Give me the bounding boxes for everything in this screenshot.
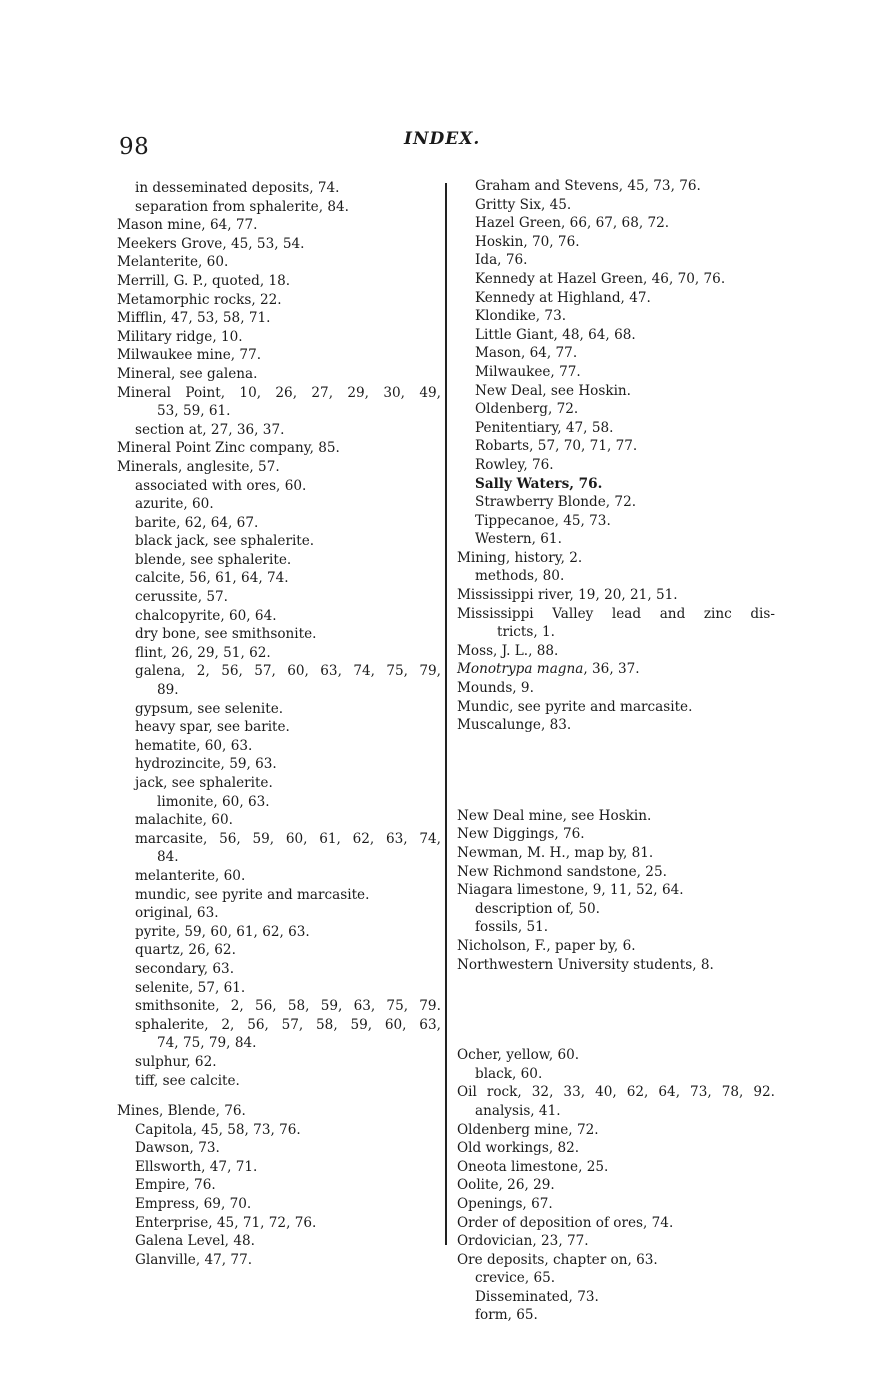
index-subentry: Empire, 76.: [135, 1177, 216, 1194]
index-subentry: Western, 61.: [475, 531, 562, 548]
index-subentry: hematite, 60, 63.: [135, 737, 253, 754]
index-subentry: Enterprise, 45, 71, 72, 76.: [135, 1214, 317, 1231]
index-entry: Ocher, yellow, 60.: [457, 1047, 580, 1064]
index-subentry: associated with ores, 60.: [135, 477, 307, 494]
index-subentry: New Deal, see Hoskin.: [475, 382, 631, 399]
index-entry: New Richmond sandstone, 25.: [457, 863, 667, 880]
index-entry: Ore deposits, chapter on, 63.: [457, 1251, 658, 1268]
index-entry: Niagara limestone, 9, 11, 52, 64.: [457, 882, 684, 899]
index-subentry: original, 63.: [135, 905, 219, 922]
index-subentry: limonite, 60, 63.: [157, 793, 270, 810]
index-entry: Northwestern University students, 8.: [457, 956, 714, 973]
index-entry: Mineral Point Zinc company, 85.: [117, 440, 340, 457]
index-subentry: black, 60.: [475, 1065, 543, 1082]
index-subentry: Empress, 69, 70.: [135, 1196, 252, 1213]
index-subentry: Hoskin, 70, 76.: [475, 233, 580, 250]
index-subentry: melanterite, 60.: [135, 867, 246, 884]
index-subentry: fossils, 51.: [475, 919, 549, 936]
index-entry: Mississippi river, 19, 20, 21, 51.: [457, 587, 678, 604]
index-subentry: Graham and Stevens, 45, 73, 76.: [475, 178, 701, 194]
index-subentry: barite, 62, 64, 67.: [135, 514, 259, 531]
page-number: 98: [119, 134, 150, 160]
index-subentry: malachite, 60.: [135, 812, 233, 829]
index-entry: Metamorphic rocks, 22.: [117, 291, 282, 308]
index-subentry: sulphur, 62.: [135, 1053, 217, 1070]
index-subentry: jack, see sphalerite.: [135, 775, 273, 791]
index-subentry: description of, 50.: [475, 900, 600, 917]
index-subentry: Rowley, 76.: [475, 456, 554, 473]
index-subentry: 74, 75, 79, 84.: [157, 1035, 257, 1052]
index-entry: Mundic, see pyrite and marcasite.: [457, 698, 693, 715]
index-subentry: sphalerite, 2, 56, 57, 58, 59, 60, 63,: [135, 1016, 441, 1033]
index-subentry: Glanville, 47, 77.: [135, 1251, 253, 1268]
section-gap: [457, 1010, 777, 1046]
index-entry: Muscalunge, 83.: [457, 717, 572, 734]
section-gap: [457, 974, 777, 1010]
index-entry: Mining, history, 2.: [457, 549, 583, 566]
index-subentry: Sally Waters, 76.: [475, 475, 603, 492]
index-subentry: Milwaukee, 77.: [475, 363, 581, 380]
index-subentry: dry bone, see smithsonite.: [135, 626, 317, 643]
section-gap: [457, 735, 777, 771]
index-entry: New Deal mine, see Hoskin.: [457, 807, 652, 824]
index-entry: Order of deposition of ores, 74.: [457, 1214, 674, 1231]
index-entry: Oolite, 26, 29.: [457, 1177, 555, 1194]
index-subentry: Little Giant, 48, 64, 68.: [475, 326, 636, 343]
index-entry: Mineral, see galena.: [117, 365, 258, 382]
index-entry: Military ridge, 10.: [117, 328, 243, 345]
index-subentry: gypsum, see selenite.: [135, 700, 284, 717]
index-subentry: Strawberry Blonde, 72.: [475, 494, 637, 511]
index-subentry: secondary, 63.: [135, 960, 235, 977]
index-subentry: Oldenberg, 72.: [475, 401, 579, 418]
index-entry: Mounds, 9.: [457, 680, 534, 697]
index-subentry: 84.: [157, 849, 179, 866]
index-subentry: Tippecanoe, 45, 73.: [475, 512, 611, 529]
index-subentry: Capitola, 45, 58, 73, 76.: [135, 1121, 301, 1138]
index-subentry: section at, 27, 36, 37.: [135, 421, 285, 438]
index-entry: Monotrypa magna, 36, 37.: [457, 661, 640, 678]
index-entry: Mines, Blende, 76.: [117, 1103, 246, 1120]
index-subentry: mundic, see pyrite and marcasite.: [135, 886, 370, 903]
index-entry: Oldenberg mine, 72.: [457, 1121, 599, 1138]
index-subentry: Ida, 76.: [475, 252, 528, 269]
index-subentry: Ellsworth, 47, 71.: [135, 1158, 258, 1175]
index-subentry: marcasite, 56, 59, 60, 61, 62, 63, 74,: [135, 830, 441, 847]
index-subentry: tiff, see calcite.: [135, 1072, 240, 1089]
index-subentry: heavy spar, see barite.: [135, 719, 290, 736]
index-entry: Mineral Point, 10, 26, 27, 29, 30, 49,: [117, 384, 441, 401]
index-entry: Melanterite, 60.: [117, 254, 229, 271]
index-subentry: separation from sphalerite, 84.: [135, 198, 349, 215]
index-entry: Moss, J. L., 88.: [457, 642, 559, 659]
index-entry: Merrill, G. P., quoted, 18.: [117, 272, 291, 289]
index-entry: Ordovician, 23, 77.: [457, 1233, 589, 1250]
index-subentry: Gritty Six, 45.: [475, 196, 572, 213]
index-entry: Mississippi Valley lead and zinc dis-: [457, 605, 775, 622]
index-entry: Openings, 67.: [457, 1195, 553, 1212]
index-subentry: analysis, 41.: [475, 1102, 561, 1119]
index-subentry: methods, 80.: [475, 568, 565, 585]
index-subentry: Galena Level, 48.: [135, 1233, 255, 1250]
index-subentry: smithsonite, 2, 56, 58, 59, 63, 75, 79.: [135, 998, 441, 1015]
index-subentry: Kennedy at Highland, 47.: [475, 289, 651, 306]
index-subentry: cerussite, 57.: [135, 589, 228, 606]
index-subentry: crevice, 65.: [475, 1270, 556, 1287]
index-entry: New Diggings, 76.: [457, 826, 585, 843]
index-subentry: Penitentiary, 47, 58.: [475, 419, 614, 436]
index-subentry: form, 65.: [475, 1307, 538, 1324]
index-subentry: Disseminated, 73.: [475, 1288, 599, 1305]
index-subentry: 89.: [157, 682, 179, 699]
index-subentry: Klondike, 73.: [475, 308, 567, 325]
index-subentry: 53, 59, 61.: [157, 403, 231, 420]
index-entry: Oneota limestone, 25.: [457, 1158, 609, 1175]
index-entry: Old workings, 82.: [457, 1140, 580, 1157]
index-column-right: [457, 177, 777, 1325]
index-subentry: black jack, see sphalerite.: [135, 533, 315, 550]
section-gap: [457, 771, 777, 807]
index-entry: Milwaukee mine, 77.: [117, 347, 262, 364]
index-subentry: Robarts, 57, 70, 71, 77.: [475, 438, 638, 455]
index-entry: Meekers Grove, 45, 53, 54.: [117, 235, 305, 252]
running-head: INDEX.: [404, 129, 481, 149]
index-entry: Oil rock, 32, 33, 40, 62, 64, 73, 78, 92.: [457, 1084, 775, 1101]
index-subentry: chalcopyrite, 60, 64.: [135, 607, 277, 624]
index-subentry: Mason, 64, 77.: [475, 345, 578, 362]
index-subentry: Hazel Green, 66, 67, 68, 72.: [475, 215, 670, 232]
index-subentry: in desseminated deposits, 74.: [135, 180, 340, 196]
index-column-left: [117, 179, 443, 1269]
index-subentry: selenite, 57, 61.: [135, 979, 246, 996]
index-subentry: calcite, 56, 61, 64, 74.: [135, 570, 289, 587]
index-subentry: galena, 2, 56, 57, 60, 63, 74, 75, 79,: [135, 663, 441, 680]
index-entry: Newman, M. H., map by, 81.: [457, 845, 654, 861]
index-subentry: azurite, 60.: [135, 496, 214, 513]
index-subentry: Kennedy at Hazel Green, 46, 70, 76.: [475, 270, 726, 287]
index-subentry: hydrozincite, 59, 63.: [135, 756, 277, 773]
index-entry: Mifflin, 47, 53, 58, 71.: [117, 310, 271, 327]
index-entry: Minerals, anglesite, 57.: [117, 458, 280, 475]
index-subentry: tricts, 1.: [497, 624, 555, 641]
index-entry: Nicholson, F., paper by, 6.: [457, 937, 636, 954]
index-subentry: Dawson, 73.: [135, 1140, 220, 1157]
index-subentry: pyrite, 59, 60, 61, 62, 63.: [135, 923, 310, 940]
index-subentry: quartz, 26, 62.: [135, 942, 236, 959]
index-subentry: flint, 26, 29, 51, 62.: [135, 644, 271, 661]
index-entry: Mason mine, 64, 77.: [117, 217, 258, 234]
column-divider: [445, 183, 447, 1245]
index-subentry: blende, see sphalerite.: [135, 551, 292, 568]
